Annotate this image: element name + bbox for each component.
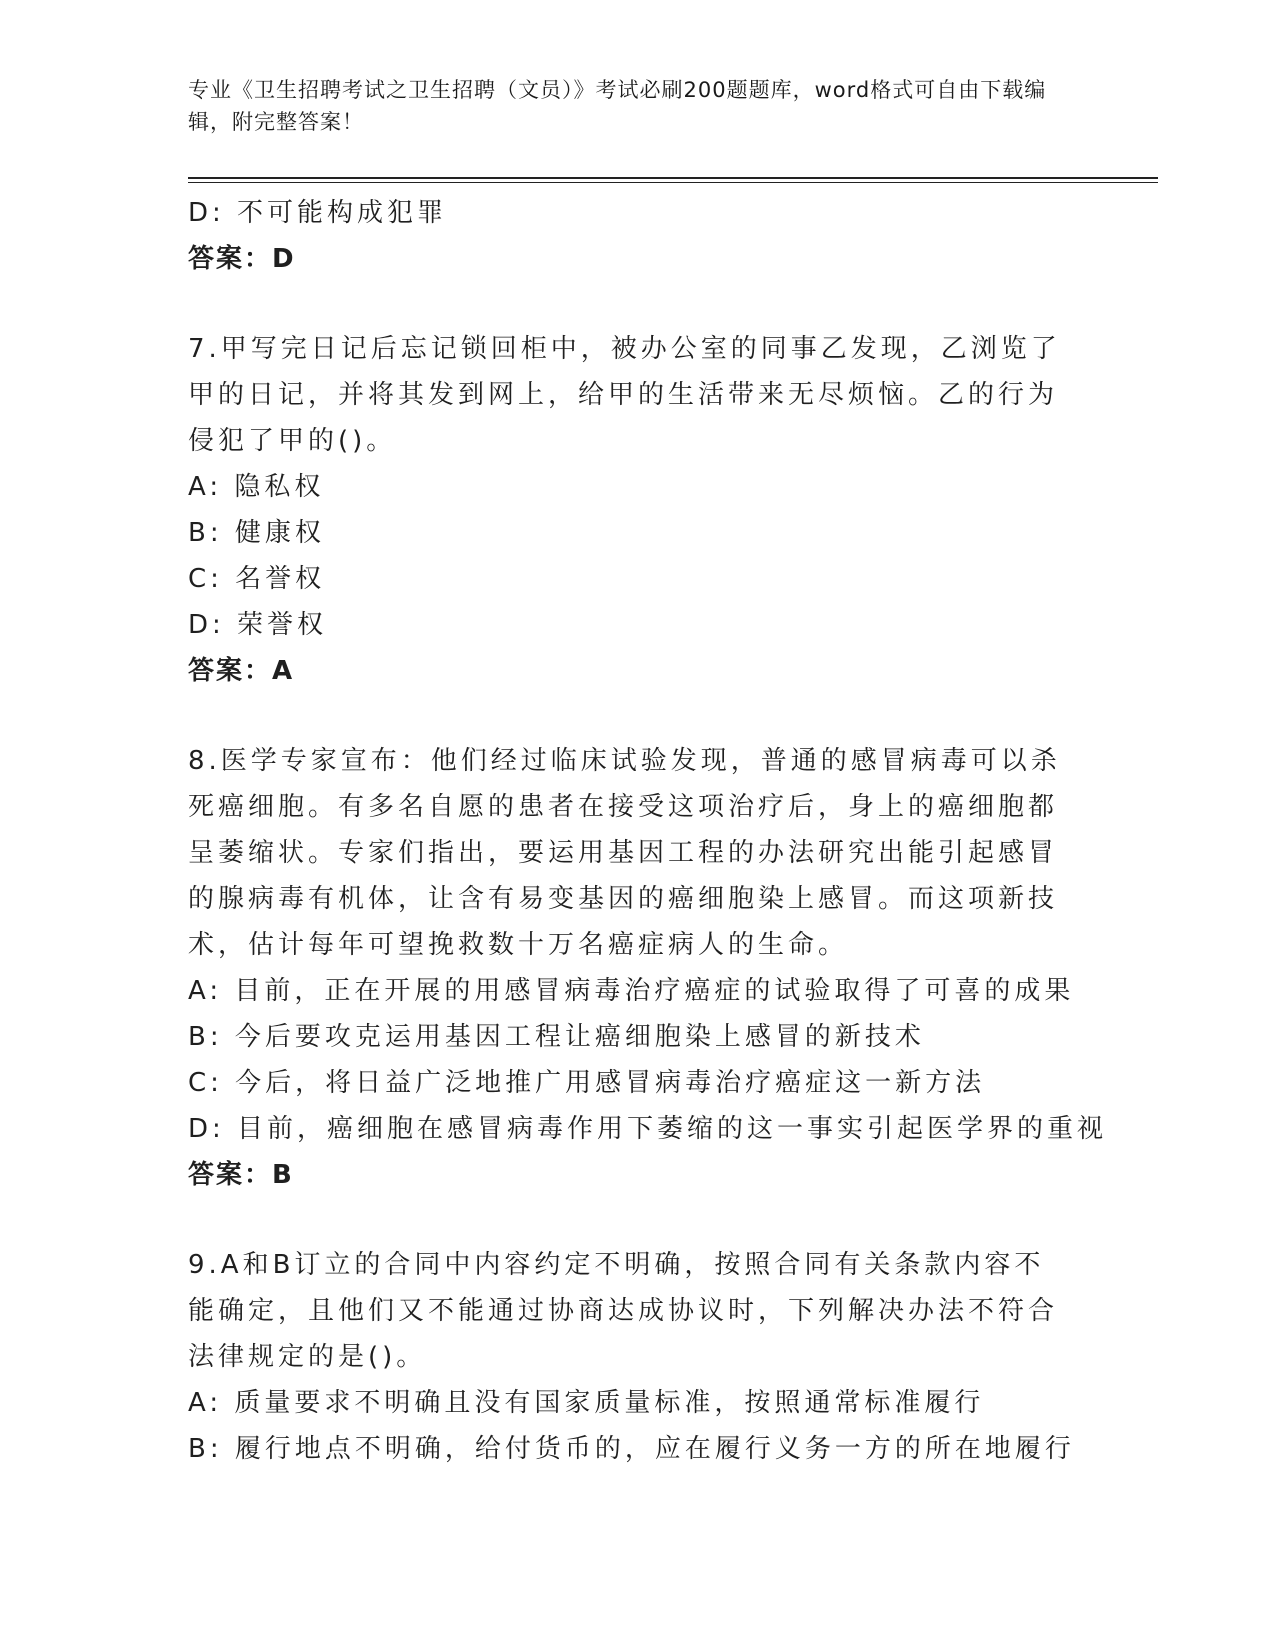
question-8-text: 8.医学专家宣布：他们经过临床试验发现，普通的感冒病毒可以杀死癌细胞。有多名自愿的患者在接受这项治疗后，身上的癌细胞都呈萎缩状。专家们指出，要运用基因工程的办法研究出能引起感冒的腺病毒有机体，让含有易变基因的癌细胞染上感冒。而这项新技术，估计每年可望挽救数十万名癌症病人的生命。 (188, 746, 1061, 960)
spacer (188, 694, 1088, 738)
page-header: 专业《卫生招聘考试之卫生招聘（文员）》考试必刷200题题库，word格式可自由下载编辑，附完整答案！ (188, 78, 1047, 134)
option-d: D: 不可能构成犯罪 (188, 198, 448, 228)
question-9-text: 9.A和B订立的合同中内容约定不明确，按照合同有关条款内容不能确定，且他们又不能通过协商达成协议时，下列解决办法不符合法律规定的是()。 (188, 1250, 1059, 1372)
question-7-text: 7.甲写完日记后忘记锁回柜中，被办公室的同事乙发现，乙浏览了甲的日记，并将其发到网上，给甲的生活带来无尽烦恼。乙的行为侵犯了甲的()。 (188, 334, 1061, 456)
question-7-option-a: A: 隐私权 (188, 472, 325, 502)
question-9-option-b: B: 履行地点不明确，给付货币的，应在履行义务一方的所在地履行 (188, 1434, 1075, 1464)
header-divider-thin (188, 182, 1158, 183)
question-8-option-c: C: 今后，将日益广泛地推广用感冒病毒治疗癌症这一新方法 (188, 1068, 986, 1098)
question-8-option-a: A: 目前，正在开展的用感冒病毒治疗癌症的试验取得了可喜的成果 (188, 976, 1075, 1006)
spacer (188, 1198, 1088, 1242)
question-7-option-b: B: 健康权 (188, 518, 325, 548)
question-8-answer: 答案：B (188, 1160, 294, 1190)
question-7-option-d: D: 荣誉权 (188, 610, 328, 640)
answer: 答案：D (188, 244, 296, 274)
question-8-option-d: D: 目前，癌细胞在感冒病毒作用下萎缩的这一事实引起医学界的重视 (188, 1114, 1108, 1144)
question-content (188, 190, 1108, 1472)
question-9-option-a: A: 质量要求不明确且没有国家质量标准，按照通常标准履行 (188, 1388, 985, 1418)
question-7-option-c: C: 名誉权 (188, 564, 326, 594)
header-divider-thick (188, 177, 1158, 179)
question-7-answer: 答案：A (188, 656, 295, 686)
question-8-option-b: B: 今后要攻克运用基因工程让癌细胞染上感冒的新技术 (188, 1022, 925, 1052)
spacer (188, 282, 1088, 326)
